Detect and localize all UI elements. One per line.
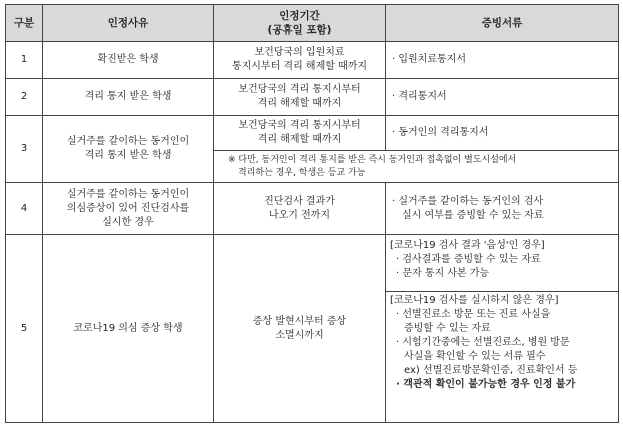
row-no: 2	[6, 79, 43, 116]
doc-block-item: 증빙할 수 있는 자료	[404, 323, 491, 334]
row-period-line1: 증상 발현시부터 증상	[252, 315, 347, 327]
row-period-line2: 나오기 전까지	[268, 209, 331, 221]
row-no: 5	[6, 235, 43, 423]
row-note-line2: 격리하는 경우, 학생은 등교 가능	[238, 167, 366, 178]
row-period-line2: 격리 해제할 때까지	[257, 134, 342, 145]
table-row	[6, 42, 619, 79]
doc-block-item: · 시험기간중에는 선별진료소, 병원 방문	[396, 337, 570, 348]
row-period-line1: 진단검사 결과가	[264, 195, 335, 207]
row-period-line1: 보건당국의 격리 통지시부터	[238, 120, 361, 131]
row-reason: 격리 통지 받은 학생	[43, 79, 214, 116]
row-period	[214, 42, 386, 79]
row-reason: 코로나19 의심 증상 학생	[43, 235, 214, 423]
header-period-line2: (공휴일 포함)	[267, 24, 332, 36]
row-note	[214, 151, 619, 183]
table-header-row	[6, 5, 619, 42]
row-reason-line2: 격리 통지 받은 학생	[84, 150, 172, 161]
row-doc-line1: · 실거주를 같이하는 동거인의 검사	[392, 195, 544, 207]
doc-block-item: · 선별진료소 방문 또는 진료 사실을	[396, 309, 551, 320]
row-period-line1: 보건당국의 입원치료	[254, 47, 345, 58]
doc-block-title: [코로나19 검사를 실시하지 않은 경우]	[390, 295, 559, 306]
doc-block-item: ex) 선별진료방문확인증, 진료확인서 등	[404, 365, 578, 376]
header-reason: 인정사유	[43, 5, 214, 42]
row-doc: · 격리통지서	[386, 79, 619, 116]
row-doc-blocks	[386, 235, 619, 423]
header-period	[214, 5, 386, 42]
row-period-line2: 격리 해제할 때까지	[257, 98, 342, 109]
row-doc: · 입원치료통지서	[386, 42, 619, 79]
row-doc-line2: 실시 여부를 증빙할 수 있는 자료	[402, 209, 544, 221]
doc-block-bold-item: · 객관적 확인이 불가능한 경우 인정 불가	[396, 379, 576, 390]
table-row	[6, 116, 619, 151]
row-reason-line2: 의심증상이 있어 진단검사를	[66, 202, 190, 214]
row-period	[214, 116, 386, 151]
row-doc: · 동거인의 격리통지서	[386, 116, 619, 151]
table-row	[6, 79, 619, 116]
row-reason-line3: 실시한 경우	[102, 216, 154, 228]
row-reason-line1: 실거주를 같이하는 동거인이	[66, 136, 190, 147]
row-reason	[43, 116, 214, 183]
table-row	[6, 235, 619, 423]
doc-block-item: 사실을 확인할 수 있는 서류 필수	[404, 351, 546, 362]
row-note-line1: ※ 다만, 동거인이 격리 통지를 받은 즉시 동거인과 접촉없이 별도시설에서	[228, 154, 517, 165]
row-doc	[386, 183, 619, 235]
header-period-line1: 인정기간	[279, 10, 320, 22]
document-table-wrapper	[5, 4, 618, 422]
row-reason: 확진받은 학생	[43, 42, 214, 79]
attendance-recognition-table	[5, 4, 619, 423]
header-docs: 증빙서류	[386, 5, 619, 42]
row-no: 1	[6, 42, 43, 79]
row-no: 4	[6, 183, 43, 235]
doc-block-negative	[386, 237, 618, 291]
doc-block-item: · 검사결과를 증빙할 수 있는 자료	[396, 254, 541, 265]
row-no: 3	[6, 116, 43, 183]
row-period	[214, 183, 386, 235]
doc-block-item: · 문자 통지 사본 가능	[396, 268, 490, 279]
row-period	[214, 235, 386, 423]
header-no: 구분	[6, 5, 43, 42]
row-period	[214, 79, 386, 116]
row-reason-line1: 실거주를 같이하는 동거인이	[66, 188, 190, 200]
doc-block-untested	[386, 291, 618, 420]
row-period-line1: 보건당국의 격리 통지시부터	[238, 84, 361, 95]
row-period-line2: 통지시부터 격리 해제할 때까지	[231, 61, 368, 72]
row-period-line2: 소멸시까지	[275, 329, 324, 341]
doc-block-title: [코로나19 검사 결과 '음성'인 경우]	[390, 240, 545, 251]
row-reason	[43, 183, 214, 235]
table-row	[6, 183, 619, 235]
